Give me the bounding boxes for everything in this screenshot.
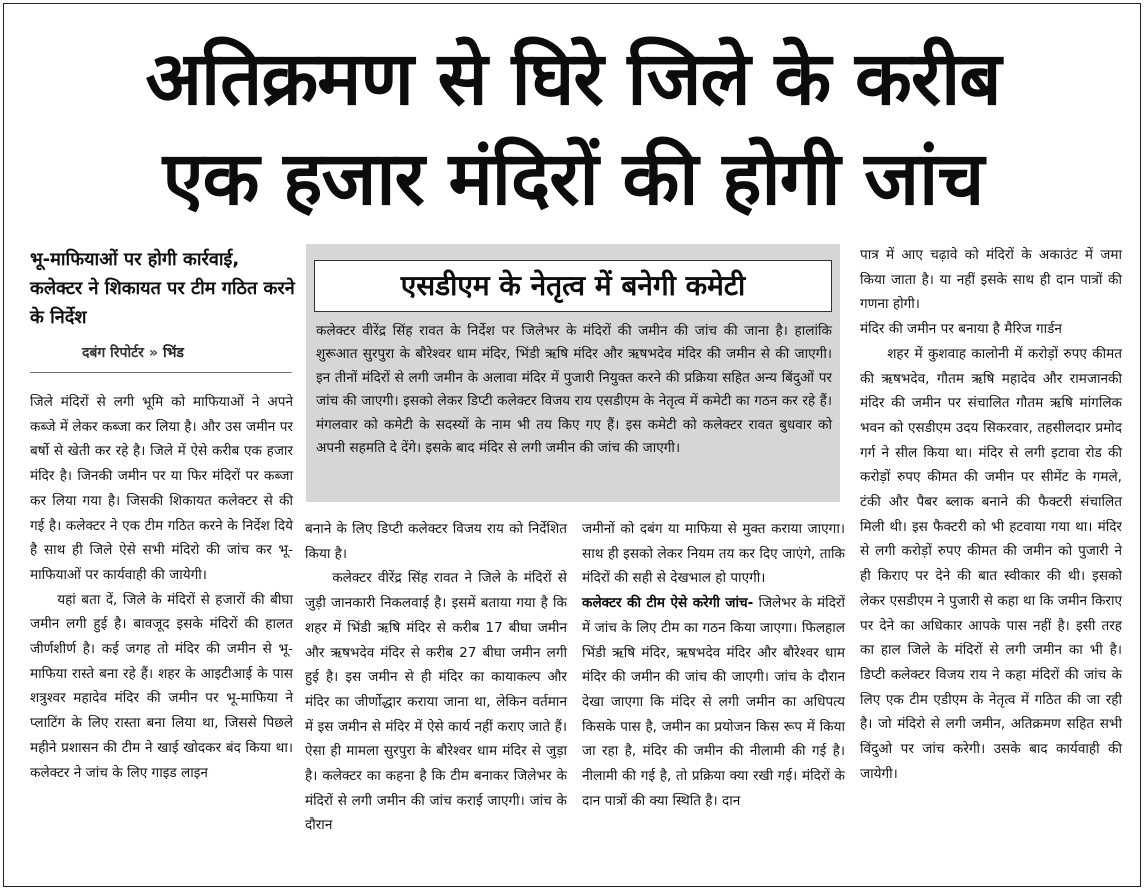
paragraph: बनाने के लिए डिप्टी कलेक्टर विजय राय को निर्देशित किया है। — [305, 521, 567, 562]
byline-divider — [30, 372, 292, 373]
paragraph — [582, 591, 845, 813]
paragraph: जिले मंदिरों से लगी भूमि को माफियाओं ने अपने कब्जे में लेकर कब्जा कर लिया है। और उस जमीन पर बर्षो से खेती कर रहे है। जिले में ऐसे करीब एक हजार मंदिर है। जिनकी जमीन पर या फिर मंदिरों पर कब्जा कर लिया गया है। जिसकी शिकायत कलेक्टर से की गई है। कलेक्टर ने एक टीम गठित करने के निर्देश दिये है साथ ही जिले ऐसे सभी मंदिरो की जांच कर भू-माफियाओं पर कार्यवाही की जायेगी। — [30, 394, 293, 583]
section-subheading: कलेक्टर की टीम ऐसे करेगी जांच- — [582, 595, 754, 612]
article-column-2 — [305, 517, 567, 838]
headline-line-2: एक हजार मंदिरों की होगी जांच — [162, 136, 984, 222]
paragraph: यहां बता दें, जिले के मंदिरों से हजारों की बीघा जमीन लगी हुई है। बावजूद इसके मंदिरों की हालत जीर्णशीर्ण है। कई जगह तो मंदिर की जमीन से भू-माफिया रास्ते बना रहे हैं। शहर के आइटीआई के पास शत्रुश्वर महादेव मंदिर की जमीन पर भू-माफिया ने प्लाटिंग के लिए रास्ता बना लिया था, जिससे पिछले महीने प्रशासन की टीम ने खाई खोदकर बंद किया था। कलेक्टर ने जांच के लिए गाइड लाइन — [30, 591, 293, 781]
sidebar-box-title: एसडीएम के नेतृत्व में बनेगी कमेटी — [314, 260, 832, 312]
paragraph: कलेक्टर वीरेंद्र सिंह रावत ने जिले के मंदिरों से जुड़ी जानकारी निकलवाई है। इसमें बताया गया है कि शहर में भिंडी ऋषि मंदिर से करीब 17 बीघा जमीन और ऋषभदेव मंदिर से करीब 27 बीघा जमीन लगी हुई है। इस जमीन से ही मंदिर का कायाकल्प और मंदिर का जीर्णाेद्धार कराया जाना था, लेकिन वर्तमान में इस जमीन से मंदिर में ऐसे कार्य नहीं कराए जाते हैं। ऐसा ही मामला सुरपुरा के बौरेश्वर धाम मंदिर से जुड़ा है। कलेक्टर का कहना है कि टीम बनाकर जिलेभर के मंदिरों से लगी जमीन की जांच कराई जाएगी। जांच के दौरान — [305, 570, 567, 834]
article-column-3 — [582, 517, 845, 813]
article-column-1 — [30, 390, 293, 785]
byline-reporter: दबंग रिपोर्टर — [82, 345, 144, 361]
byline-separator: » — [148, 345, 158, 361]
paragraph: पात्र में आए चढ़ावे को मंदिरों के अकाउंट में जमा किया जाता है। या नहीं इसके साथ ही दान पात्रों की गणना होगी। — [860, 247, 1122, 313]
article-column-4 — [860, 243, 1122, 786]
paragraph-text: जिलेभर के मंदिरों में जांच के लिए टीम का गठन किया जाएगा। फिलहाल भिंडी ऋषि मंदिर, ऋषभदेव मंदिर और बौरेश्वर धाम मंदिर की जमीन की जांच की जाएगी। जांच के दौरान देखा जाएगा कि मंदिर से लगी जमीन का अधिपत्य किसके पास है, जमीन का प्रयोजन किस रूप में किया जा रहा है, मंदिर की जमीन की नीलामी की गई है। नीलामी की गई है, तो प्रक्रिया क्या रखी गई। मंदिरों के दान पात्रों की क्या स्थिति है। दान — [582, 595, 845, 809]
subheadline: भू-माफियाओं पर होगी कार्रवाई, कलेक्टर ने शिकायत पर टीम गठित करने के निर्देश — [30, 249, 295, 328]
section-subheading: मंदिर की जमीन पर बनाया है मैरिज गार्डन — [860, 321, 1062, 338]
paragraph: शहर में कुशवाह कालोनी में करोड़ों रुपए कीमत की ऋषभदेव, गौतम ऋषि महादेव और रामजानकी मंदिर की जमीन पर संचालित गौतम ऋषि मांगलिक भवन को एसडीएम उदय सिकरवार, तहसीलदार प्रमोद गर्ग ने सील किया था। मंदिर से लगी इटावा रोड की करोड़ों रुपए कीमत की जमीन पर सीमेंट के गमले, टंकी और पैबर ब्लाक बनाने की फैक्टरी संचालित मिली थी। इस फैक्टरी को भी हटवाया गया था। मंदिर से लगी करोड़ों रुपए कीमत की जमीन को पुजारी ने ही किराए पर देने की बात स्वीकार की थी। इसको लेकर एसडीएम ने पुजारी से कहा था कि जमीन किराए पर देने का अधिकार आपके पास नहीं है। इसी तरह का हाल जिले के मंदिरों से लगी जमीन का भी है। डिप्टी कलेक्टर विजय राय ने कहा मंदिरों की जांच के लिए एक टीम एडीएम के नेतृत्व में गठित की जा रही है। जो मंदिरो से लगी जमीन, अतिक्रमण सहित सभी विंदुओ पर जांच करेगी। उसके बाद कार्यवाही की जायेगी। — [860, 345, 1122, 782]
byline — [82, 343, 292, 362]
paragraph: जमीनों को दबंग या माफिया से मुक्त कराया जाएगा। साथ ही इसको लेकर नियम तय कर दिए जाएंगे, ताकि मंदिरों की सही से देखभाल हो पाएगी। — [582, 521, 845, 587]
sidebar-box-text: कलेक्टर वीरेंद्र सिंह रावत के निर्देश पर जिलेभर के मंदिरों की जमीन की जांच की जाना है। हालांकि शुरूआत सुरपुरा के बौरेश्वर धाम मंदिर, भिंडी ऋषि मंदिर और ऋषभदेव मंदिर की जमीन से की जाएगी। इन तीनों मंदिरों से लगी जमीन के अलावा मंदिर में पुजारी नियुक्त करने की प्रक्रिया सहित अन्य बिंदुओं पर जांच की जाएगी। इसको लेकर डिप्टी कलेक्टर विजय राय एसडीएम के नेतृत्व में कमेटी का गठन कर रहे हैं।मंगलवार को कमेटी के सदस्यों के नाम भी तय किए गए हैं। इस कमेटी को कलेक्टर रावत बुधवार को अपनी सहमति दे देंगे। इसके बाद मंदिर से लगी जमीन की जांच की जाएगी। — [316, 323, 832, 457]
byline-place: भिंड — [162, 345, 184, 361]
headline-line-1: अतिक्रमण से घिरे जिले के करीब — [145, 36, 1001, 122]
